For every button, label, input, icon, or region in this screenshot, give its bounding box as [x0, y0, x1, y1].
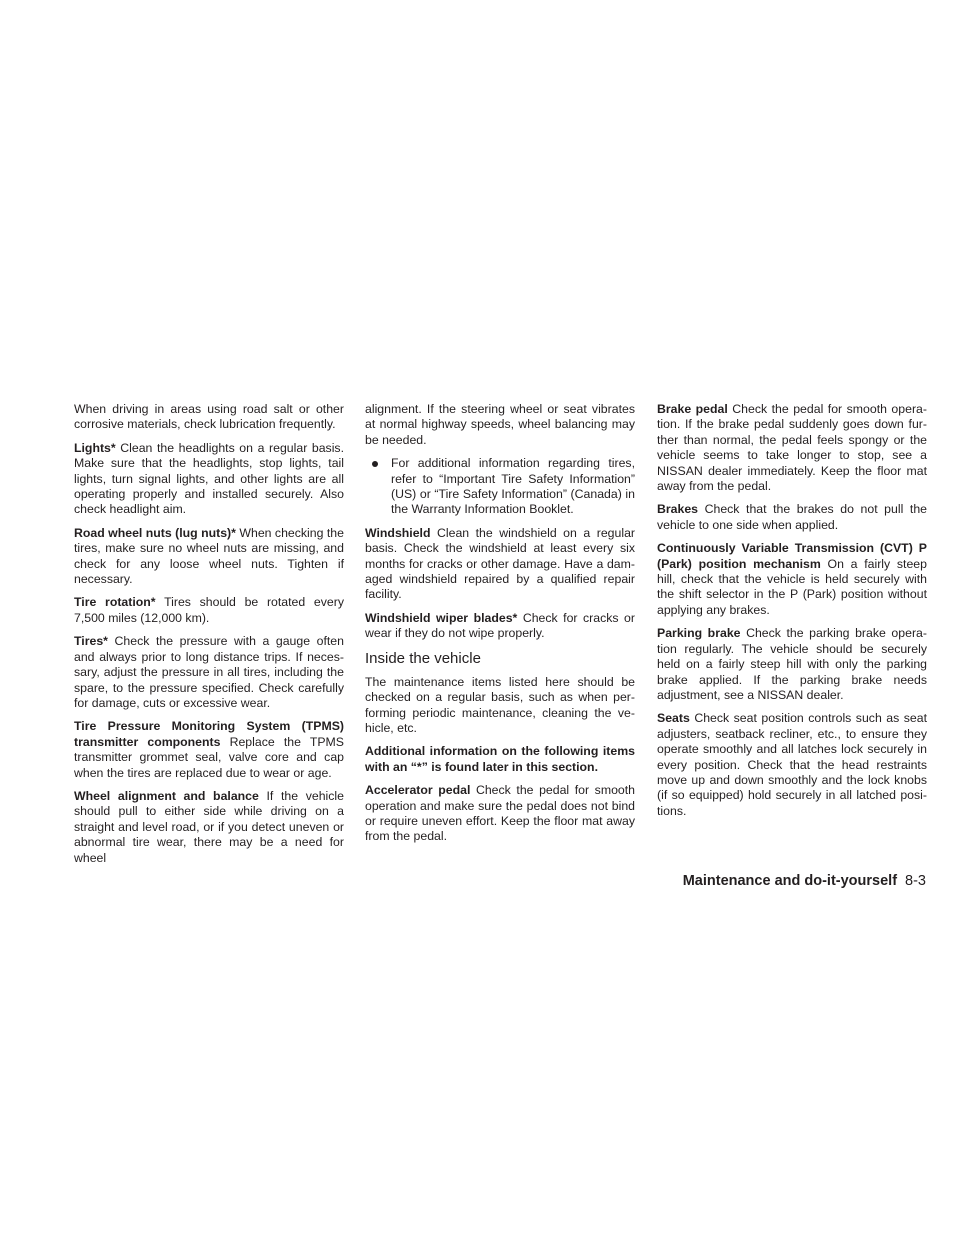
- salt-paragraph: [74, 402, 344, 433]
- bullet-dot-icon: [372, 461, 378, 467]
- page-footer: [683, 872, 926, 890]
- seats-term: Seats: [657, 711, 690, 726]
- parking-brake-text: Check the parking brake operation regularly. The vehicle should be securely held on a fairly steep hill with only the parking brake applied. If the parking brake needs adjustment, see a NISSAN dealer.: [657, 626, 927, 702]
- brake-pedal-paragraph: [657, 402, 927, 494]
- wheel-alignment-text: If the vehicle should pull to either side while driving on a straight and level road, or if you detect uneven or abnormal tire wear, there may be a need for wheel: [74, 788, 344, 865]
- column-right: [657, 402, 927, 827]
- page-number: 8-3: [905, 873, 926, 889]
- tires-text: Check the pressure with a gauge often and always prior to long distance trips. If necessary, adjust the pressure in all tires, including the spare, to the pressure specified. Check carefully for damage, cuts or excessive wear.: [74, 634, 344, 710]
- seats-paragraph: [657, 711, 927, 819]
- tpms-term: Tire Pressure Monitoring System (TPMS) transmitter components: [74, 719, 344, 749]
- section-title: Maintenance and do-it-yourself: [682, 873, 898, 889]
- inside-vehicle-heading: Inside the vehicle: [365, 649, 481, 667]
- tire-rotation-text: Tires should be rotated every 7,500 miles (12,000 km).: [74, 595, 344, 625]
- accelerator-term: Accelerator pedal: [365, 783, 471, 798]
- wheel-alignment-paragraph: [74, 789, 344, 866]
- inside-intro-text: The maintenance items listed here should be checked on a regular basis, such as when performing periodic maintenance, cleaning the vehicle, etc.: [365, 674, 635, 735]
- cvt-paragraph: [657, 541, 927, 618]
- wiper-paragraph: [365, 611, 635, 642]
- seats-text: Check seat position controls such as seat adjusters, seatback recliner, etc., to ensure they operate smoothly and all latches lock securely in every position. Check that the head restraints move up and down smoothly and the lock knobs (if so equipped) hold securely in all latched positions.: [657, 711, 927, 818]
- lights-paragraph: [74, 441, 344, 518]
- brake-pedal-term: Brake pedal: [657, 402, 728, 416]
- inside-intro-paragraph: [365, 675, 635, 737]
- brakes-paragraph: [657, 502, 927, 533]
- windshield-paragraph: [365, 526, 635, 603]
- parking-brake-paragraph: [657, 626, 927, 703]
- brake-pedal-text: Check the pedal for smooth operation. If the brake pedal suddenly goes down further than normal, the pedal feels spongy or the vehicle seems to take longer to stop, see a NISSAN dealer immediately. Keep the floor mat away from the pedal.: [657, 402, 927, 494]
- windshield-term: Windshield: [365, 525, 431, 540]
- wheel-alignment-term: Wheel alignment and balance: [74, 788, 259, 803]
- brakes-text: Check that the brakes do not pull the vehicle to one side when applied.: [657, 502, 927, 532]
- additional-info-paragraph: Additional information on the following items with an “*” is found later in this section.: [365, 744, 635, 774]
- alignment-continuation-text: alignment. If the steering wheel or seat vibrates at normal highway speeds, wheel balancing may be needed.: [365, 402, 635, 447]
- cvt-text: On a fairly steep hill, check that the vehicle is held securely with the shift selector in the P (Park) position without applying any brakes.: [657, 556, 927, 617]
- wheel-nuts-term: Road wheel nuts (lug nuts)*: [74, 525, 236, 540]
- tpms-text: Replace the TPMS transmitter grommet seal, valve core and cap when the tires are replaced due to wear or age.: [74, 734, 344, 780]
- wheel-nuts-paragraph: [74, 526, 344, 588]
- accelerator-paragraph: [365, 783, 635, 845]
- windshield-text: Clean the windshield on a regular basis. Check the windshield at least every six months for cracks or other damage. Have a damaged windshield repaired by a qualified repair facility.: [365, 525, 635, 602]
- accelerator-text: Check the pedal for smooth operation and make sure the pedal does not bind or require uneven effort. Keep the floor mat away from the pedal.: [365, 783, 636, 844]
- column-left: [74, 402, 344, 874]
- alignment-continuation: [365, 402, 635, 448]
- tires-paragraph: [74, 634, 344, 711]
- salt-text: When driving in areas using road salt or other corrosive materials, check lubrication frequently.: [74, 402, 344, 432]
- tire-rotation-paragraph: [74, 595, 344, 626]
- tires-term: Tires*: [74, 634, 108, 649]
- cvt-term: Continuously Variable Transmission (CVT) P (Park) position mechanism: [657, 541, 927, 571]
- wiper-text: Check for cracks or wear if they do not wipe properly.: [365, 610, 635, 641]
- brakes-term: Brakes: [657, 502, 699, 517]
- tire-info-bullet-text: For additional information regarding tires, refer to “Important Tire Safety Information” (US) or “Tire Safety Information” (Canada) in the Warranty Information Booklet.: [391, 456, 635, 517]
- column-middle: [365, 402, 635, 853]
- tpms-paragraph: [74, 719, 344, 781]
- tire-info-bullet: [365, 456, 635, 518]
- parking-brake-term: Parking brake: [657, 626, 741, 641]
- wheel-nuts-text: When checking the tires, make sure no wheel nuts are missing, and check for any loose wheel nuts. Tighten if necessary.: [74, 525, 344, 587]
- lights-text: Clean the headlights on a regular basis. Make sure that the headlights, stop lights, tail lights, turn signal lights, and other lights are all operating properly and installed securely. Also check headlight aim.: [74, 440, 344, 517]
- lights-term: Lights*: [74, 440, 116, 455]
- tire-rotation-term: Tire rotation*: [74, 595, 156, 610]
- wiper-term: Windshield wiper blades*: [365, 610, 518, 625]
